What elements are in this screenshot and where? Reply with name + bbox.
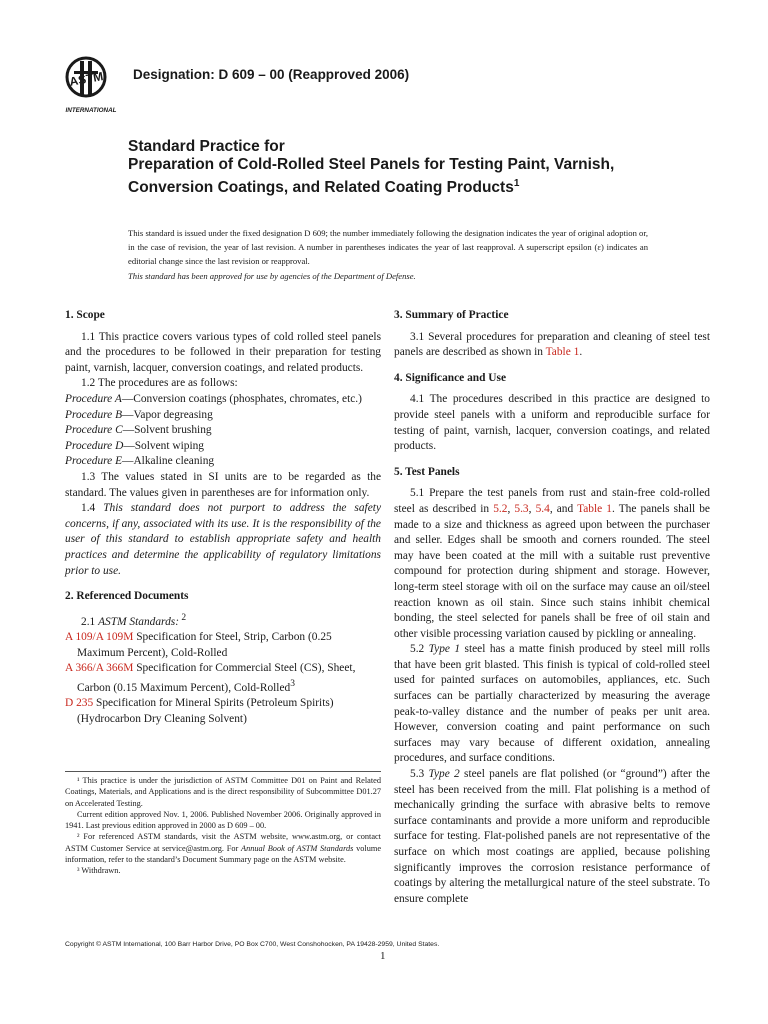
ref-text-d235: Specification for Mineral Spirits (Petroleum Spirits) (Hydrocarbon Dry Cleaning Solvent)	[77, 697, 334, 725]
refdocs-2-1	[65, 611, 381, 630]
link-5-3[interactable]: 5.3	[514, 502, 529, 515]
ref-text-a109: Specification for Steel, Strip, Carbon (0.25 Maximum Percent), Cold-Rolled	[77, 631, 332, 659]
procedure-e	[65, 454, 381, 470]
panels-5-2	[394, 642, 710, 767]
logo-text: ASTM	[68, 69, 105, 89]
ref-mark-a366: 3	[290, 678, 295, 689]
scope-1-3: 1.3 The values stated in SI units are to be regarded as the standard. The values given in parentheses are for information only.	[65, 470, 381, 499]
ref-item-a109	[65, 630, 381, 661]
refdocs-2-1-label: ASTM Standards:	[98, 615, 179, 628]
footnote-2	[65, 831, 381, 865]
footnotes	[65, 771, 381, 877]
title-main	[128, 156, 648, 197]
significance-4-1: 4.1 The procedures described in this practice are designed to provide steel panels with a uniform and reproducible surface for testing of paint, varnish, lacquer, conversion coatings, and related products.	[394, 393, 710, 453]
procedure-c	[65, 423, 381, 439]
summary-table1-link[interactable]: Table 1	[545, 346, 580, 359]
panels-5-3	[394, 767, 710, 907]
ref-item-a366	[65, 661, 381, 696]
refdocs-2-1-mark: 2	[179, 612, 187, 623]
footnote-3: ³ Withdrawn.	[77, 866, 121, 876]
ref-item-d235	[65, 696, 381, 727]
title-footnote-mark: 1	[513, 177, 520, 189]
panels-5-1-sep1: ,	[507, 502, 515, 515]
procedure-c-desc: —Solvent brushing	[122, 424, 212, 437]
procedure-a-name: Procedure A	[65, 392, 122, 405]
ref-text-a366: Specification for Commercial Steel (CS), Sheet, Carbon (0.15 Maximum Percent), Cold-Rolled	[77, 662, 356, 694]
scope-1-1: 1.1 This practice covers various types of cold rolled steel panels and the procedures to be followed in their preparation for testing paint, varnish, lacquer, conversion coatings, and related products.	[65, 330, 381, 374]
refdocs-2-1-num: 2.1	[81, 615, 99, 628]
ref-link-a109[interactable]: A 109/A 109M	[65, 631, 134, 644]
panels-5-2-text: steel has a matte finish produced by steel mill rolls that have been grit blasted. This finish is typical of cold-rolled steel used for painted surfaces on automobiles, appliances, etc. Such surfaces can be partially characterized by measuring the average peak-to-valley distance and the number of peaks per unit area. However, conversion coating and paint performance on such surfaces may vary because of different oxidation, annealing procedures, and surface conditions.	[394, 643, 710, 765]
panels-5-3-num: 5.3	[410, 768, 429, 781]
panels-5-1-a: 5.1 Prepare the test panels from rust and stain-free cold-rolled steel as described in	[394, 487, 710, 515]
copyright: Copyright © ASTM International, 100 Barr Harbor Drive, PO Box C700, West Conshohocken, PA 19428-2959, United States.	[65, 941, 440, 948]
procedure-e-desc: —Alkaline cleaning	[122, 455, 215, 468]
right-column	[394, 308, 710, 907]
title-prefix: Standard Practice for	[128, 138, 285, 155]
link-5-2[interactable]: 5.2	[493, 502, 508, 515]
scope-1-4-text: This standard does not purport to address the safety concerns, if any, associated with its use. It is the responsibility of the user of this standard to establish appropriate safety and health practices and determine the applicability of regulatory limitations prior to use.	[65, 502, 381, 577]
astm-logo	[60, 55, 122, 117]
footnote-2-b: volume information, refer to the standard’s Document Summary page on the ASTM website.	[65, 843, 382, 865]
footnote-2-italic: Annual Book of ASTM Standards	[241, 843, 354, 853]
procedure-a-desc: —Conversion coatings (phosphates, chromates, etc.)	[121, 392, 362, 405]
designation: Designation: D 609 – 00 (Reapproved 2006)	[133, 67, 410, 82]
footnote-1: ¹ This practice is under the jurisdiction of ASTM Committee D01 on Paint and Related Coatings, Materials, and Applications and is the direct responsibility of Subcommittee D01.27 on Accelerated Testing.	[65, 776, 381, 808]
panels-5-2-label: Type 1	[428, 643, 461, 656]
panels-5-3-text: steel panels are flat polished (or “ground”) after the steel has been received from the mill. Flat polishing is a method of mechanically grinding the surface with abrasive belts to remove surface contaminants and provide a more uniform and reproducible surface for testing. Flat-polished panels are not representative of the surface on which most coatings are applied, because polishing significantly improves the corrosion resistance performance of coatings by altering the metallurgical nature of the steel substrate. To ensure complete	[394, 768, 710, 905]
refdocs-heading: 2. Referenced Documents	[65, 590, 189, 603]
panels-5-1-sep2: ,	[528, 502, 536, 515]
summary-3-1	[394, 330, 710, 361]
panels-5-1	[394, 486, 710, 642]
panels-5-1-b: . The panels shall be made to a size and thickness as agreed upon between the purchaser and seller. Edges shall be smooth and corners rounded. The steel may have been coated at the mill with a suitable rust preventive compound for protection during shipment and storage. However, long-term steel storage with oil on the surface may cause an oil/steel reaction known as oil stain. Since such stains inhibit chemical bonding, the steel selected for panels shall be free of oil stain and other visible processing variation caused by pickling or annealing.	[394, 502, 710, 640]
page-number: 1	[380, 950, 386, 962]
scope-1-2: 1.2 The procedures are as follows:	[81, 377, 238, 390]
standard-notice: This standard is issued under the fixed designation D 609; the number immediately following the designation indicates the year of original adoption or, in the case of revision, the year of last revision. A number in parentheses indicates the year of last reapproval. A superscript epsilon (ε) indicates an editorial change since the last revision or reapproval.	[128, 228, 648, 266]
scope-heading: 1. Scope	[65, 309, 105, 321]
procedure-d-name: Procedure D	[65, 439, 124, 452]
significance-heading: 4. Significance and Use	[394, 371, 507, 384]
procedure-d	[65, 439, 381, 455]
left-column	[65, 308, 381, 727]
panels-5-1-sep3: , and	[549, 502, 578, 515]
title-block	[128, 137, 648, 197]
scope-1-4-num: 1.4	[81, 502, 104, 515]
summary-heading: 3. Summary of Practice	[394, 309, 509, 321]
footnote-1-edition: Current edition approved Nov. 1, 2006. Published November 2006. Originally approved in 1941. Last previous edition approved in 2000 as D 609 – 00.	[65, 809, 381, 831]
procedure-d-desc: —Solvent wiping	[123, 439, 204, 452]
procedure-b-desc: —Vapor degreasing	[122, 408, 213, 421]
summary-3-1-text: 3.1 Several procedures for preparation and cleaning of steel test panels are described as shown in	[394, 330, 710, 359]
title-text: Preparation of Cold-Rolled Steel Panels for Testing Paint, Varnish, Conversion Coatings, and Related Coating Products	[128, 156, 615, 196]
procedure-b	[65, 408, 381, 424]
link-table-1[interactable]: Table 1	[577, 502, 612, 515]
footnote-2-a: ² For referenced ASTM standards, visit the ASTM website, www.astm.org, or contact ASTM Customer Service at service@astm.org. For	[65, 832, 381, 853]
logo-subtext: INTERNATIONAL	[65, 107, 117, 114]
summary-3-1-end: .	[579, 346, 583, 359]
procedure-b-name: Procedure B	[65, 408, 123, 421]
panels-heading: 5. Test Panels	[394, 465, 460, 478]
dod-approval: This standard has been approved for use by agencies of the Department of Defense.	[128, 271, 416, 281]
panels-5-3-label: Type 2	[428, 768, 460, 781]
ref-link-a366[interactable]: A 366/A 366M	[65, 662, 134, 675]
ref-link-d235[interactable]: D 235	[65, 697, 94, 710]
scope-1-4	[65, 501, 381, 579]
procedure-a	[65, 392, 381, 408]
link-5-4[interactable]: 5.4	[535, 502, 550, 515]
procedure-e-name: Procedure E	[65, 455, 123, 468]
procedure-c-name: Procedure C	[65, 424, 123, 437]
panels-5-2-num: 5.2	[410, 643, 429, 656]
